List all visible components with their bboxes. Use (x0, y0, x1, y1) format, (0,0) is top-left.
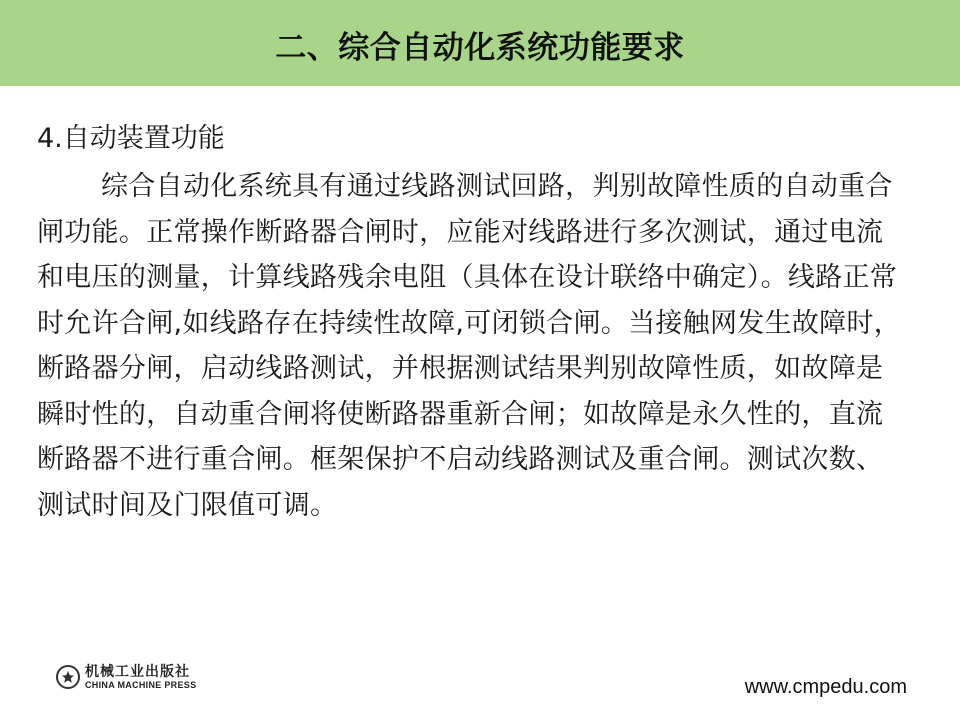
publisher-name-cn: 机械工业出版社 (85, 663, 190, 680)
section-heading: 4.自动装置功能 (37, 123, 225, 154)
publisher-logo-icon (56, 665, 80, 689)
page-title: 二、综合自动化系统功能要求 (275, 30, 685, 66)
publisher-logo (56, 662, 196, 692)
publisher-name-en: CHINA MACHINE PRESS (85, 679, 197, 690)
website-url: www.cmpedu.com (744, 676, 907, 698)
header-bar (0, 0, 960, 86)
content-area (37, 118, 917, 528)
body-paragraph: 综合自动化系统具有通过线路测试回路，判别故障性质的自动重合闸功能。正常操作断路器合闸时，应能对线路进行多次测试，通过电流和电压的测量，计算线路残余电阻（具体在设计联络中确定）。线路正常时允许合闸,如线路存在持续性故障,可闭锁合闸。当接触网发生故障时，断路器分闸，启动线路测试，并根据测试结果判别故障性质，如故障是瞬时性的，自动重合闸将使断路器重新合闸；如故障是永久性的，直流断路器不进行重合闸。框架保护不启动线路测试及重合闸。测试次数、测试时间及门限值可调。 (37, 171, 902, 521)
